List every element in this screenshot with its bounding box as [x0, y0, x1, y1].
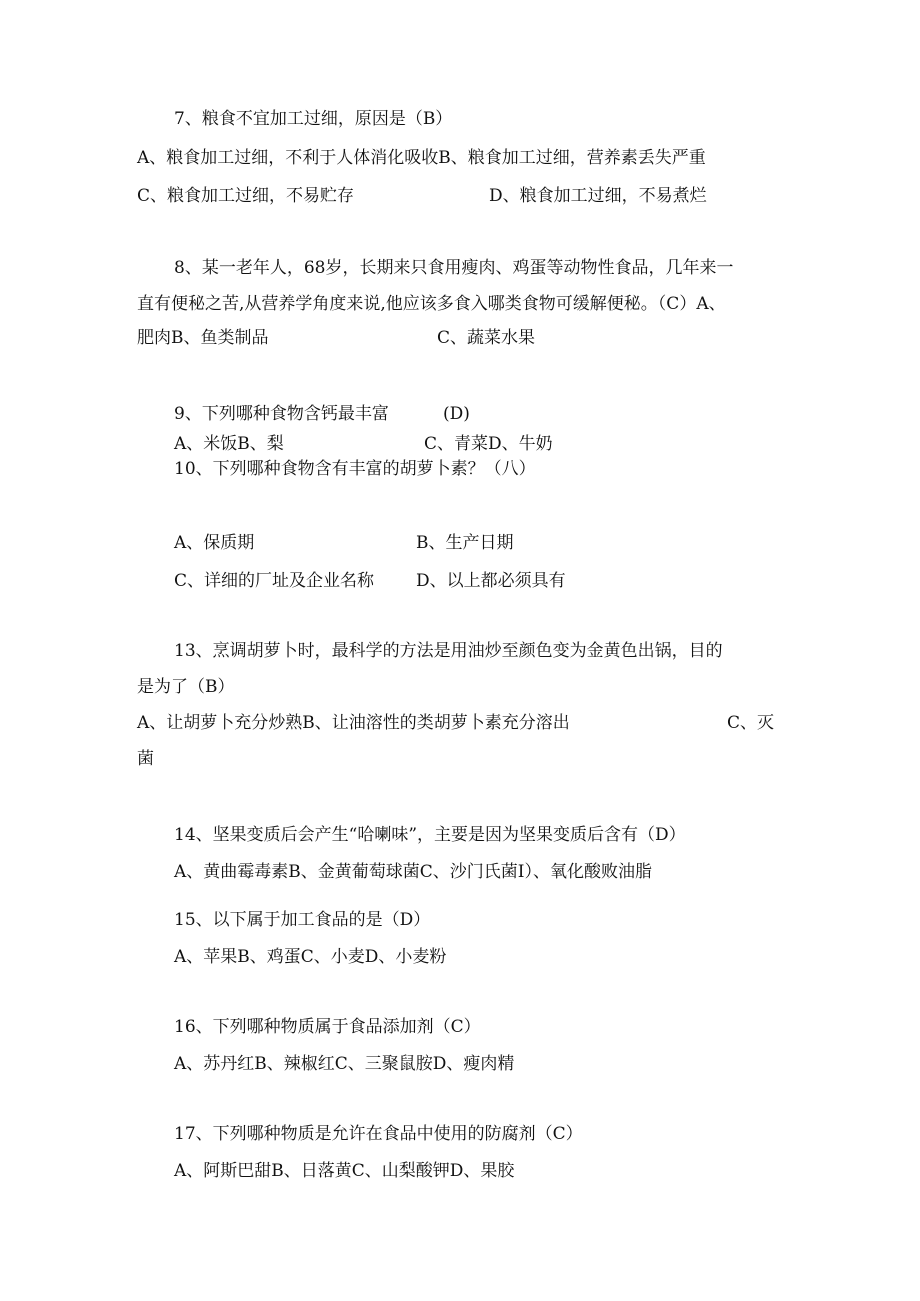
q9-question: 9、下列哪种食物含钙最丰富 [174, 404, 389, 424]
label-option-a: A、保质期 [174, 533, 255, 553]
q16-options: A、苏丹红B、辣椒红C、三聚鼠胺D、瘦肉精 [174, 1054, 515, 1074]
q13-line-2: 是为了（B） [137, 677, 235, 697]
q14-options: A、黄曲霉毒素B、金黄葡萄球菌C、沙门氏菌I）、氧化酸败油脂 [174, 862, 652, 882]
label-option-b: B、生产日期 [416, 533, 514, 553]
q8-line-2: 直有便秘之苦,从营养学角度来说,他应该多食入哪类食物可缓解便秘。（C）A、 [137, 294, 726, 314]
q7-option-a-b: A、粮食加工过细，不利于人体消化吸收B、粮食加工过细，营养素丢失严重 [137, 148, 706, 168]
q9-option-c-d: C、青菜D、牛奶 [424, 434, 553, 454]
q8-line-1: 8、某一老年人，68岁，长期来只食用瘦肉、鸡蛋等动物性食品，几年来一 [174, 258, 734, 278]
label-option-c: C、详细的厂址及企业名称 [174, 571, 375, 591]
q7-question: 7、粮食不宜加工过细，原因是（B） [174, 109, 453, 129]
q15-question: 15、以下属于加工食品的是（D） [174, 910, 431, 930]
q16-question: 16、下列哪种物质属于食品添加剂（C） [174, 1017, 481, 1037]
q10-question: 10、下列哪种食物含有丰富的胡萝卜素？（八） [174, 459, 536, 479]
q13-option-c: C、灭 [727, 713, 775, 733]
q13-line-1: 13、烹调胡萝卜时，最科学的方法是用油炒至颜色变为金黄色出锅，目的 [174, 641, 723, 661]
q14-question: 14、坚果变质后会产生“哈喇味”，主要是因为坚果变质后含有（D） [174, 825, 686, 845]
q15-options: A、苹果B、鸡蛋C、小麦D、小麦粉 [174, 947, 447, 967]
q9-answer: (D) [443, 404, 470, 424]
q17-options: A、阿斯巴甜B、日落黄C、山梨酸钾D、果胶 [174, 1161, 515, 1181]
label-option-d: D、以上都必须具有 [416, 571, 566, 591]
q8-option-c: C、蔬菜水果 [437, 328, 536, 348]
q8-option-a-b: 肥肉B、鱼类制品 [137, 328, 269, 348]
q9-option-a-b: A、米饭B、梨 [174, 434, 284, 454]
q13-option-c-continued: 菌 [137, 749, 154, 769]
q7-option-d: D、粮食加工过细，不易煮烂 [489, 186, 707, 206]
q13-option-a-b: A、让胡萝卜充分炒熟B、让油溶性的类胡萝卜素充分溶出 [137, 713, 570, 733]
q17-question: 17、下列哪种物质是允许在食品中使用的防腐剂（C） [174, 1124, 583, 1144]
q7-option-c: C、粮食加工过细，不易贮存 [137, 186, 355, 206]
